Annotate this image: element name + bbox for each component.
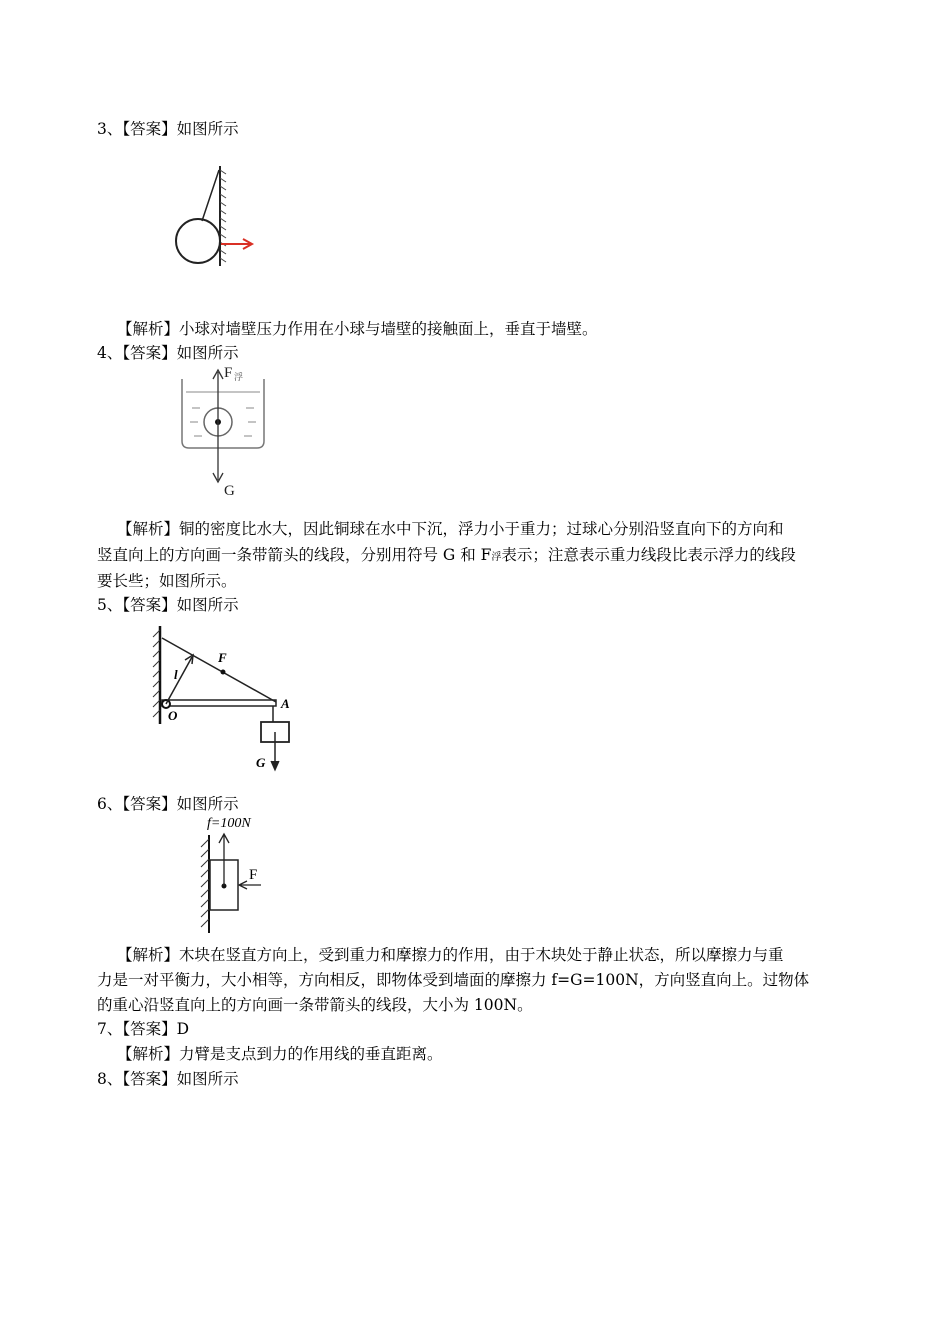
- label-G: G: [256, 755, 266, 770]
- q7-analysis: 【解析】力臂是支点到力的作用线的垂直距离。: [117, 1045, 443, 1063]
- q5-answer: 5、【答案】如图所示: [97, 596, 239, 614]
- q4-analysis-line3: 要长些；如图所示。: [97, 572, 237, 590]
- lever-bar: [162, 700, 276, 706]
- q4-answer: 4、【答案】如图所示: [97, 344, 239, 362]
- beaker: [182, 379, 264, 448]
- q4-analysis-line2: [97, 545, 796, 568]
- q6-analysis-line2: 力是一对平衡力，大小相等，方向相反，即物体受到墙面的摩擦力 f=G=100N，方向竖直向上。过物体: [97, 971, 810, 989]
- label-F: F: [218, 650, 227, 665]
- q3-answer: 3、【答案】如图所示: [97, 120, 239, 138]
- buoyancy-sub: 浮: [234, 372, 244, 382]
- label-O: O: [168, 708, 178, 723]
- ball-circle: [176, 219, 220, 263]
- q6-analysis-line1: 【解析】木块在竖直方向上，受到重力和摩擦力的作用，由于木块处于静止状态，所以摩擦力与重: [117, 946, 784, 964]
- q8-answer: 8、【答案】如图所示: [97, 1070, 239, 1088]
- label-l: l: [174, 667, 178, 682]
- q6-analysis-line3: 的重心沿竖直向上的方向画一条带箭头的线段，大小为 100N。: [97, 996, 533, 1014]
- q3-figure: [168, 160, 278, 272]
- q5-figure: [148, 624, 308, 776]
- water-dashes: [190, 408, 256, 436]
- label-A: A: [281, 696, 290, 711]
- friction-label: f=100N: [207, 816, 251, 831]
- q6-figure: [195, 813, 295, 937]
- rope-line: [162, 638, 276, 702]
- buoyancy-label: F: [224, 365, 233, 381]
- gravity-label: G: [224, 483, 235, 499]
- force-label: F: [249, 867, 258, 883]
- q4-analysis-line1: 【解析】铜的密度比水大，因此铜球在水中下沉，浮力小于重力；过球心分别沿竖直向下的方向和: [117, 520, 784, 538]
- q4-figure: [172, 362, 272, 500]
- q4-analysis-line2-sub: 浮: [491, 552, 502, 563]
- q4-analysis-line2-a: 竖直向上的方向画一条带箭头的线段，分别用符号 G 和 F: [97, 546, 492, 564]
- force-point: [221, 670, 226, 675]
- wall-hatch: [201, 839, 209, 927]
- q7-answer: 7、【答案】D: [97, 1020, 190, 1038]
- q3-analysis: 【解析】小球对墙壁压力作用在小球与墙壁的接触面上，垂直于墙壁。: [117, 320, 598, 338]
- q4-analysis-line2-b: 表示；注意表示重力线段比表示浮力的线段: [501, 546, 796, 564]
- moment-arm-line: [166, 657, 192, 704]
- q6-answer: 6、【答案】如图所示: [97, 795, 239, 813]
- string-line: [202, 170, 219, 221]
- gravity-arrow-head: [271, 761, 279, 770]
